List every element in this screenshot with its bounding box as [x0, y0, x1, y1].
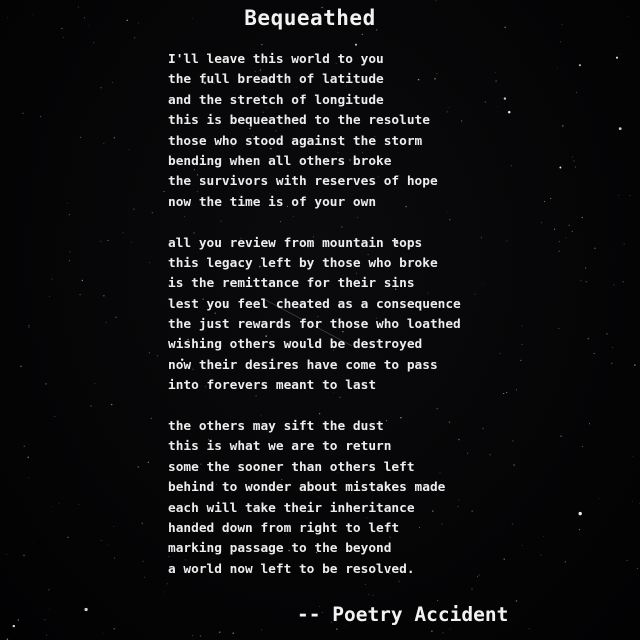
star: [80, 137, 81, 138]
star: [508, 111, 511, 114]
poem-line: wishing others would be destroyed: [168, 337, 423, 353]
poem-line: the just rewards for those who loathed: [168, 317, 461, 333]
star: [566, 237, 567, 238]
star: [148, 462, 149, 463]
star: [511, 165, 513, 167]
star: [521, 325, 522, 326]
star: [69, 260, 70, 261]
star: [18, 619, 19, 620]
star: [506, 240, 507, 241]
star: [503, 393, 504, 394]
star: [580, 280, 581, 281]
star: [103, 143, 104, 144]
star: [543, 536, 544, 537]
star: [569, 225, 570, 226]
stanza-3: [168, 417, 461, 580]
star: [113, 526, 114, 527]
star: [482, 428, 483, 429]
poem-line: lest you feel cheated as a consequence: [168, 296, 461, 312]
star: [63, 37, 64, 38]
star: [362, 34, 363, 35]
poem-line: this is what we are to return: [168, 439, 392, 455]
stanza-break: [168, 397, 461, 417]
star: [163, 191, 164, 192]
star: [134, 37, 135, 38]
stanza-1: [168, 50, 461, 213]
star: [28, 477, 29, 478]
star: [572, 231, 573, 232]
star: [582, 217, 583, 218]
poem-line: this is bequeathed to the resolute: [168, 113, 430, 129]
star: [599, 498, 600, 499]
star: [632, 501, 633, 502]
star: [560, 435, 562, 437]
star: [28, 327, 30, 329]
star: [627, 16, 628, 17]
poem-line: now their desires have come to pass: [168, 357, 438, 373]
star: [637, 568, 638, 569]
star: [431, 630, 433, 632]
star: [559, 241, 561, 243]
star: [504, 97, 506, 99]
star: [627, 560, 628, 561]
star: [512, 440, 513, 441]
star: [52, 506, 53, 507]
star: [606, 333, 607, 334]
star: [520, 360, 521, 361]
star: [129, 149, 130, 150]
star: [616, 57, 618, 59]
poem-line: into forevers meant to last: [168, 378, 377, 394]
star: [20, 366, 21, 367]
poem-line: and the stretch of longitude: [168, 92, 384, 108]
star: [504, 558, 505, 559]
star: [565, 561, 566, 562]
star: [368, 594, 369, 595]
poem-line: the full breadth of latitude: [168, 72, 384, 88]
star: [90, 405, 91, 406]
poem-line: I'll leave this world to you: [168, 52, 384, 67]
stanza-break: [168, 213, 461, 233]
star: [133, 208, 134, 209]
star: [103, 633, 104, 634]
star: [495, 80, 496, 81]
star: [46, 635, 47, 636]
star: [513, 464, 514, 465]
star: [516, 389, 517, 390]
star: [112, 82, 113, 83]
star: [489, 454, 490, 455]
star: [589, 423, 590, 424]
star: [594, 353, 595, 354]
poem-line: those who stood against the storm: [168, 133, 423, 149]
star: [49, 589, 50, 590]
star: [619, 127, 622, 130]
star: [49, 609, 50, 610]
star: [152, 212, 153, 213]
star: [562, 125, 563, 126]
star: [164, 592, 165, 593]
star: [33, 542, 34, 543]
star: [82, 280, 83, 281]
star: [107, 544, 108, 545]
star: [373, 595, 374, 596]
star: [336, 628, 337, 629]
star: [618, 195, 619, 196]
poem-line: the others may sift the dust: [168, 419, 384, 435]
star: [67, 537, 68, 538]
star: [40, 116, 41, 117]
star: [142, 523, 144, 525]
star: [442, 632, 443, 633]
star: [138, 466, 139, 467]
star: [261, 44, 262, 45]
poem-line: each will take their inheritance: [168, 500, 415, 516]
star: [151, 418, 152, 419]
star: [115, 317, 116, 318]
star: [558, 250, 560, 252]
star: [634, 364, 636, 366]
star: [619, 54, 620, 55]
star: [540, 554, 541, 555]
star: [576, 92, 577, 93]
star: [114, 558, 115, 559]
star: [114, 137, 116, 139]
star: [573, 160, 575, 162]
star: [28, 325, 29, 326]
star: [143, 561, 144, 562]
star: [633, 456, 634, 457]
star: [100, 87, 101, 88]
star: [23, 555, 25, 557]
star: [70, 251, 71, 252]
star: [481, 237, 482, 238]
star: [506, 392, 507, 393]
star: [588, 338, 590, 340]
star: [131, 242, 132, 243]
star: [114, 628, 115, 629]
star: [471, 510, 472, 511]
poem-line: all you review from mountain tops: [168, 235, 423, 251]
star: [22, 113, 23, 114]
star: [54, 416, 55, 417]
star: [579, 512, 582, 515]
star: [27, 456, 29, 458]
star: [78, 504, 79, 505]
poem-line: now the time is of your own: [168, 194, 377, 210]
star: [579, 529, 580, 530]
star: [529, 628, 530, 629]
poem-line: a world now left to be resolved.: [168, 561, 415, 577]
star: [483, 283, 484, 284]
star: [586, 281, 587, 282]
star: [461, 120, 462, 121]
star: [495, 72, 496, 73]
star: [579, 64, 581, 66]
star: [144, 577, 145, 578]
star: [67, 203, 68, 204]
poem-line: some the sooner than others left: [168, 459, 415, 475]
star: [365, 584, 366, 585]
star: [111, 404, 112, 405]
star: [522, 344, 523, 345]
star: [479, 575, 480, 576]
star: [44, 619, 45, 620]
star: [233, 633, 234, 634]
star: [612, 347, 613, 348]
star: [544, 201, 545, 202]
star: [261, 630, 262, 631]
star: [624, 244, 625, 245]
star: [100, 241, 102, 243]
poem-body: [168, 50, 461, 580]
star: [79, 294, 80, 295]
author-signature: -- Poetry Accident: [297, 603, 509, 626]
star: [585, 267, 586, 268]
star: [49, 296, 50, 297]
star: [13, 625, 15, 627]
stanza-2: [168, 234, 461, 397]
star: [6, 554, 7, 555]
star: [572, 156, 573, 157]
star: [500, 353, 501, 354]
star: [575, 166, 576, 167]
star: [95, 383, 96, 384]
poem-line: the survivors with reserves of hope: [168, 174, 438, 190]
star: [550, 198, 551, 199]
star: [437, 600, 438, 601]
star: [101, 540, 102, 541]
star: [355, 44, 357, 46]
star: [512, 523, 514, 525]
poem-line: behind to wonder about mistakes made: [168, 480, 446, 496]
star: [560, 41, 561, 42]
star: [557, 67, 558, 68]
star: [24, 446, 25, 447]
star: [554, 229, 555, 230]
star: [477, 576, 478, 577]
star: [122, 232, 123, 233]
star: [167, 583, 168, 584]
star: [69, 214, 70, 215]
poem-line: marking passage to the beyond: [168, 541, 392, 557]
star: [52, 279, 53, 280]
poem-title: Bequeathed: [244, 6, 376, 30]
star: [516, 600, 517, 601]
star: [149, 262, 150, 263]
star: [485, 101, 486, 102]
star: [192, 635, 193, 636]
star: [471, 588, 472, 589]
star: [623, 281, 624, 282]
star: [522, 545, 523, 546]
star: [594, 248, 595, 249]
poem-line: is the remittance for their sins: [168, 276, 415, 292]
star: [103, 295, 105, 297]
star: [582, 446, 583, 447]
star: [149, 352, 150, 353]
star: [219, 631, 221, 633]
star: [475, 294, 476, 295]
star: [450, 629, 451, 630]
star: [399, 581, 400, 582]
poem-line: bending when all others broke: [168, 153, 392, 169]
star: [558, 328, 559, 329]
star: [106, 322, 107, 323]
star: [107, 240, 108, 241]
star: [200, 635, 202, 637]
star: [497, 106, 498, 107]
star: [93, 42, 94, 43]
star: [611, 363, 612, 364]
poem-line: this legacy left by those who broke: [168, 255, 438, 271]
star: [59, 503, 60, 504]
star: [613, 284, 614, 285]
star: [630, 195, 631, 196]
star: [467, 453, 468, 454]
poem-line: handed down from right to left: [168, 520, 400, 536]
star: [84, 608, 87, 611]
star: [559, 167, 561, 169]
star: [436, 0, 437, 1]
star: [157, 355, 158, 356]
star: [45, 383, 46, 384]
star: [541, 222, 542, 223]
